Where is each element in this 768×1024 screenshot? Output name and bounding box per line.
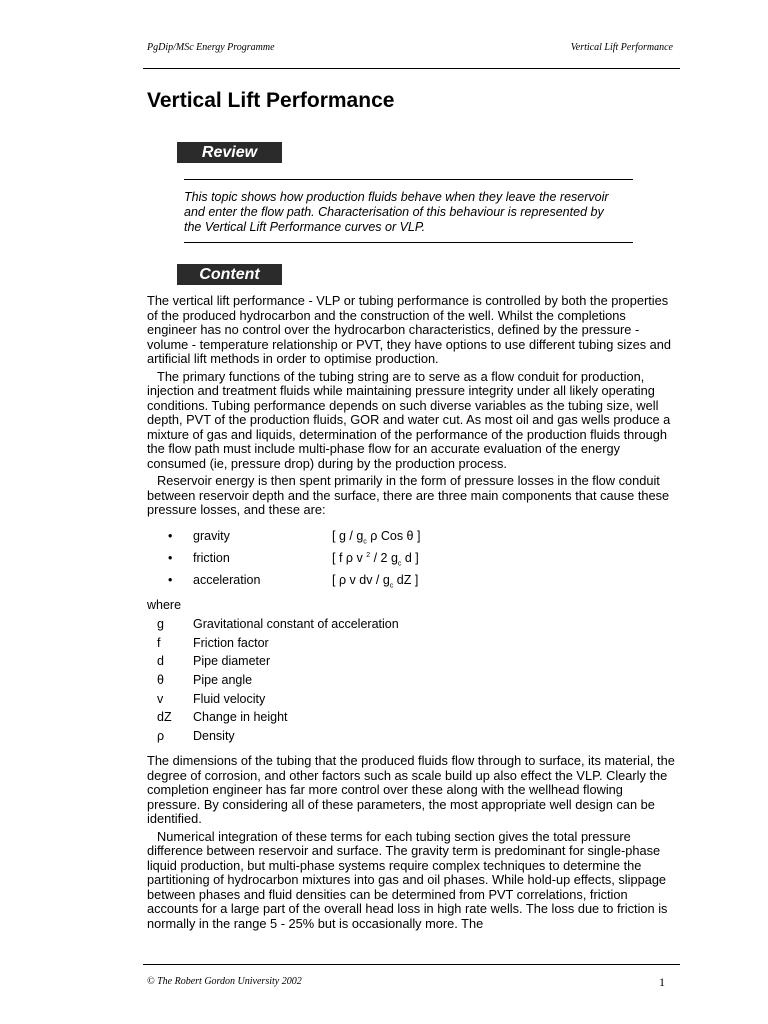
content-body-bottom <box>147 754 679 934</box>
paragraph: The dimensions of the tubing that the produced fluids flow through to surface, its material, the degree of corrosion, and other factors such as scale build up also effect the VLP. Clearly the completion engineer has far more control over these along with the wellhead flowing pressure. By considering all of these parameters, the most appropriate well design can be identified. <box>147 753 675 826</box>
definition-symbol: ρ <box>157 729 165 744</box>
paragraph: Numerical integration of these terms for each tubing section gives the total pressure difference between reservoir and surface. The gravity term is predominant for single-phase liquid production, but multi-phase systems require complex techniques to determine the partitioning of hydrocarbon mixtures into gas and oil phases. While hold-up effects, slippage between phases and fluid densities can be determined from PVT correlations, friction accounts for a large part of the overall head loss in high rate wells. The loss due to friction is normally in the range 5 - 25% but is occasionally more. The <box>147 828 668 931</box>
content-body-top <box>147 294 679 521</box>
component-name: acceleration <box>193 573 261 587</box>
header-rule <box>143 68 680 69</box>
definition-meaning: Change in height <box>193 710 288 725</box>
review-heading: Review <box>177 142 282 163</box>
component-formula: [ g / $g_c$ ρ Cos θ ] <box>332 529 421 546</box>
paragraph: The vertical lift performance - VLP or tubing performance is controlled by both the properties of the produced hydrocarbon and the construction of the well. Whilst the completions engineer has no control over the hydrocarbon characteristics, defined by the pressure - volume - temperature relationship or PVT, they have options to use different tubing sizes and artificial lift methods in order to optimise production. <box>147 293 672 366</box>
definition-symbol: θ <box>157 673 164 688</box>
definition-symbol: d <box>157 654 164 669</box>
bullet-icon: • <box>168 529 173 543</box>
running-header-left: PgDip/MSc Energy Programme <box>147 42 275 53</box>
component-name: gravity <box>193 529 230 543</box>
list-item <box>168 551 468 573</box>
definition-meaning: Fluid velocity <box>193 691 266 706</box>
list-item <box>168 529 468 551</box>
copyright-footer: © The Robert Gordon University 2002 <box>147 976 302 987</box>
definition-symbol: v <box>157 691 164 706</box>
paragraph: Reservoir energy is then spent primarily in the form of pressure losses in the flow conduit between reservoir depth and the surface, there are three main components that cause these pressure losses, and these are: <box>147 473 670 517</box>
running-header-right: Vertical Lift Performance <box>570 42 673 53</box>
bullet-icon: • <box>168 573 173 587</box>
pressure-loss-components <box>168 529 468 595</box>
definition-meaning: Pipe angle <box>193 673 253 688</box>
content-heading: Content <box>177 264 282 285</box>
definition-symbol: dZ <box>157 710 172 725</box>
list-item <box>168 573 468 595</box>
component-formula: [ f ρ v $^2$ / 2 $g_c$ d ] <box>332 551 419 568</box>
definition-symbol: f <box>157 635 161 650</box>
definition-meaning: Density <box>193 729 235 744</box>
definition-meaning: Friction factor <box>193 635 269 650</box>
definition-symbol: g <box>157 617 164 631</box>
paragraph: The primary functions of the tubing string are to serve as a flow conduit for production, injection and treatment fluids while maintaining pressure integrity under all likely operating conditions. Tubing performance depends on such diverse variables as the tubing size, well depth, PVT of the production fluids, GOR and water cut. As most oil and gas wells produce a mixture of gas and liquids, determination of the performance of the production fluids through the flow path must include multi-phase flow for an accurate evaluation of the energy consumed (ie, pressure drop) during by the production process. <box>147 368 671 471</box>
definition-meaning: Gravitational constant of acceleration <box>193 617 399 631</box>
definition-meaning: Pipe diameter <box>193 654 271 669</box>
where-label: where <box>147 598 182 612</box>
review-bottom-rule <box>184 242 633 243</box>
component-name: friction <box>193 551 230 565</box>
review-top-rule <box>184 179 633 180</box>
page-title: Vertical Lift Performance <box>147 89 395 112</box>
footer-rule <box>143 964 680 965</box>
page-number: 1 <box>659 975 665 989</box>
bullet-icon: • <box>168 551 173 565</box>
component-formula: [ ρ v dv / $g_c$ dZ ] <box>332 573 419 590</box>
review-text: This topic shows how production fluids behave when they leave the reservoir and enter the flow path. Characterisation of this behaviour is represented by the Vertical Lift Performance curves or VLP. <box>184 190 609 234</box>
